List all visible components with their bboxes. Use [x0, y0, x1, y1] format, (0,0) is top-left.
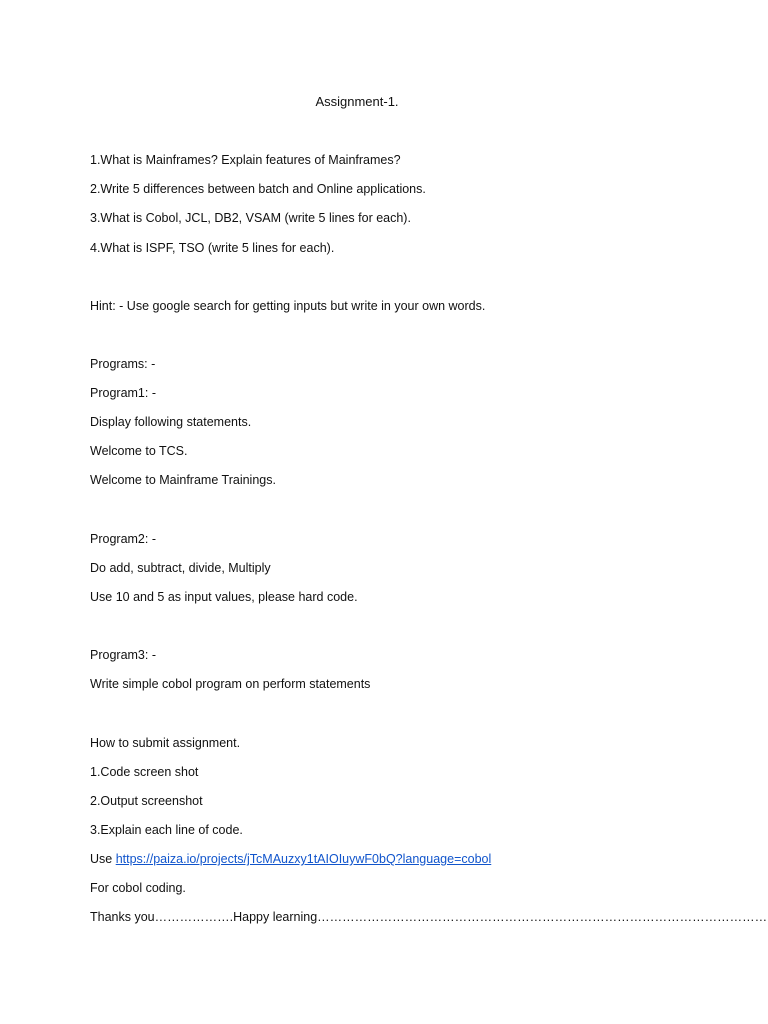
- hint-text: Hint: - Use google search for getting inputs but write in your own words.: [90, 299, 486, 313]
- question-3: 3.What is Cobol, JCL, DB2, VSAM (write 5 lines for each).: [90, 211, 411, 225]
- program1-line: Welcome to TCS.: [90, 444, 188, 458]
- submit-step: 3.Explain each line of code.: [90, 823, 243, 837]
- paiza-link[interactable]: https://paiza.io/projects/jTcMAuzxy1tAIOIuywF0bQ?language=cobol: [115, 852, 492, 866]
- program2-line: Use 10 and 5 as input values, please hard code.: [90, 590, 358, 604]
- submit-step: 2.Output screenshot: [90, 794, 203, 808]
- closing-text: Thanks you……………….Happy learning………………………………………………………………………………………………: [90, 910, 768, 924]
- program1-line: Display following statements.: [90, 415, 252, 429]
- program2-heading: Program2: -: [90, 532, 156, 546]
- question-1: 1.What is Mainframes? Explain features of Mainframes?: [90, 153, 401, 167]
- program3-heading: Program3: -: [90, 648, 156, 662]
- document-title: [0, 93, 768, 111]
- submit-heading: How to submit assignment.: [90, 736, 241, 750]
- program1-line: Welcome to Mainframe Trainings.: [90, 473, 276, 487]
- program2-line: Do add, subtract, divide, Multiply: [90, 561, 271, 575]
- programs-heading: Programs: -: [90, 357, 156, 371]
- for-cobol-text: For cobol coding.: [90, 881, 186, 895]
- use-link-line: [90, 850, 491, 868]
- program3-line: Write simple cobol program on perform statements: [90, 677, 371, 691]
- use-prefix: Use: [90, 852, 116, 866]
- document-title-text: Assignment-1.: [315, 94, 399, 109]
- program1-heading: Program1: -: [90, 386, 156, 400]
- submit-step: 1.Code screen shot: [90, 765, 199, 779]
- question-4: 4.What is ISPF, TSO (write 5 lines for each).: [90, 241, 335, 255]
- question-2: 2.Write 5 differences between batch and Online applications.: [90, 182, 426, 196]
